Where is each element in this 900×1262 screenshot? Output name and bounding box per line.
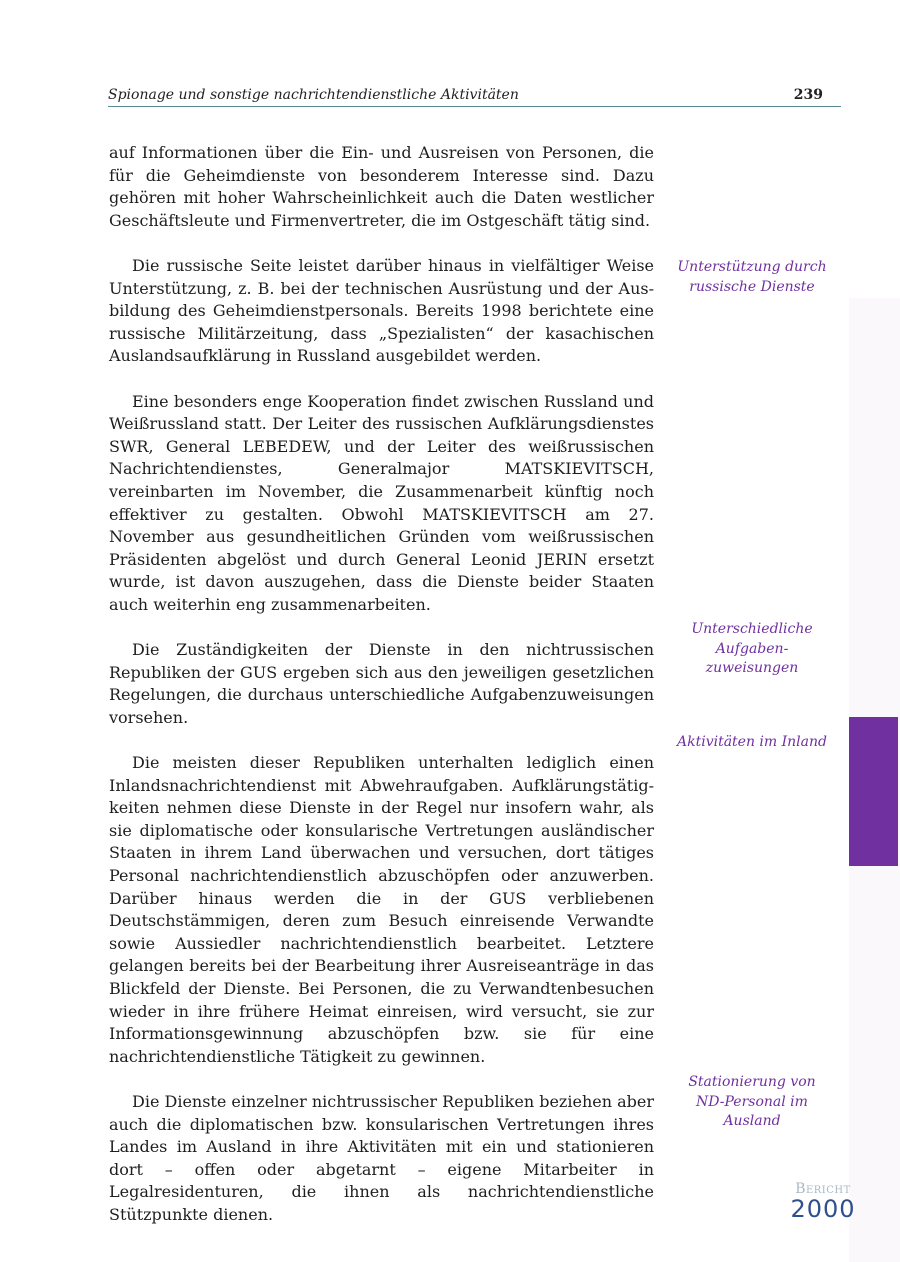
paragraph-6: Die Dienste einzelner nichtrussischer Republiken beziehen aber auch die diplomatischen bzw. konsularischen Vertretungen ihres Landes im Ausland in ihre Aktivitäten mit ein und stationieren dort – offen oder abgetarnt – eigene Mitarbeiter in Legalresidenturen, die ihnen als nachrichtendienstliche Stützpunkte dienen. [109,1091,654,1224]
bericht-2000-logo [788,1182,858,1221]
paragraph-4: Die Zuständigkeiten der Dienste in den nichtrussischen Republiken der GUS ergeben sich aus den jeweiligen gesetzlichen Regelungen, die durchaus unterschiedliche Aufgabenzuweisungen vorsehen. [109,640,654,727]
paragraph-5: Die meisten dieser Republiken unterhalten lediglich einen Inlandsnachrichtendienst mit Abwehraufgaben. Aufklärungstätigkeiten nehmen diese Dienste in der Regel nur insofern wahr, als sie diplomatische oder konsularische Vertretungen ausländischer Staaten in ihrem Land überwachen und versuchen, dort tätiges Personal nachrichtendienstlich abzuschöpfen oder anzuwerben. Darüber hinaus werden die in der GUS verbliebenen Deutschstämmigen, deren zum Besuch einreisende Verwandte sowie Aussiedler nachrichtendienstlich bearbeitet. Letztere gelangen bereits bei der Bearbeitung ihrer Ausreiseanträge in das Blickfeld der Dienste. Bei Personen, die zu Verwandtenbesuchen wieder in ihre frühere Heimat einreisen, wird versucht, sie zur Informationsgewinnung abzuschöpfen bzw. sie für eine nachrichtendienstliche Tätigkeit zu gewinnen. [109,753,654,1066]
body-text [109,142,654,1249]
page-number: 239 [793,87,823,103]
header-title: Spionage und sonstige nachrichtendienstliche Aktivitäten [108,87,519,103]
chapter-thumb-tab [849,717,898,866]
logo-word: Bericht [795,1181,851,1197]
margin-note-ausland: Stationierung von ND-Personal im Ausland [688,1074,816,1129]
logo-year: 2000 [790,1195,856,1223]
paragraph-2: Die russische Seite leistet darüber hinaus in vielfältiger Weise Unterstützung, z. B. bei der technischen Ausrüstung und der Ausbildung des Geheimdienstpersonals. Bereits 1998 berichtete eine russische Militärzeitung, dass „Spezialisten“ der kasachischen Auslandsaufklärung in Russland ausgebildet werden. [109,255,654,366]
margin-note-unterstuetzung: Unterstützung durch russische Dienste [677,259,827,295]
margin-note-aufgaben: Unterschiedliche Aufgaben-zuweisungen [691,621,813,676]
paragraph-3: Eine besonders enge Kooperation findet zwischen Russland und Weißrussland statt. Der Leiter des russischen Aufklärungsdienstes SWR, General LEBEDEW, und der Leiter des weißrussischen Nachrichtendienstes, Generalmajor MATSKIEVITSCH, vereinbarten im November, die Zusammenarbeit künftig noch effektiver zu gestalten. Obwohl MATSKIEVITSCH am 27. November aus gesundheitlichen Gründen vom weißrussischen Präsidenten abgelöst und durch General Leonid JERIN ersetzt wurde, ist davon auszugehen, dass die Dienste beider Staaten auch weiterhin eng zusammenarbeiten. [109,391,654,614]
margin-note-inland: Aktivitäten im Inland [677,734,827,750]
running-header [108,86,841,107]
paragraph-1: auf Informationen über die Ein- und Ausreisen von Personen, die für die Geheimdienste von besonderem Interesse sind. Dazu gehören mit hoher Wahrscheinlichkeit auch die Daten westlicher Geschäftsleute und Firmenvertreter, die im Ostgeschäft tätig sind. [109,143,654,230]
